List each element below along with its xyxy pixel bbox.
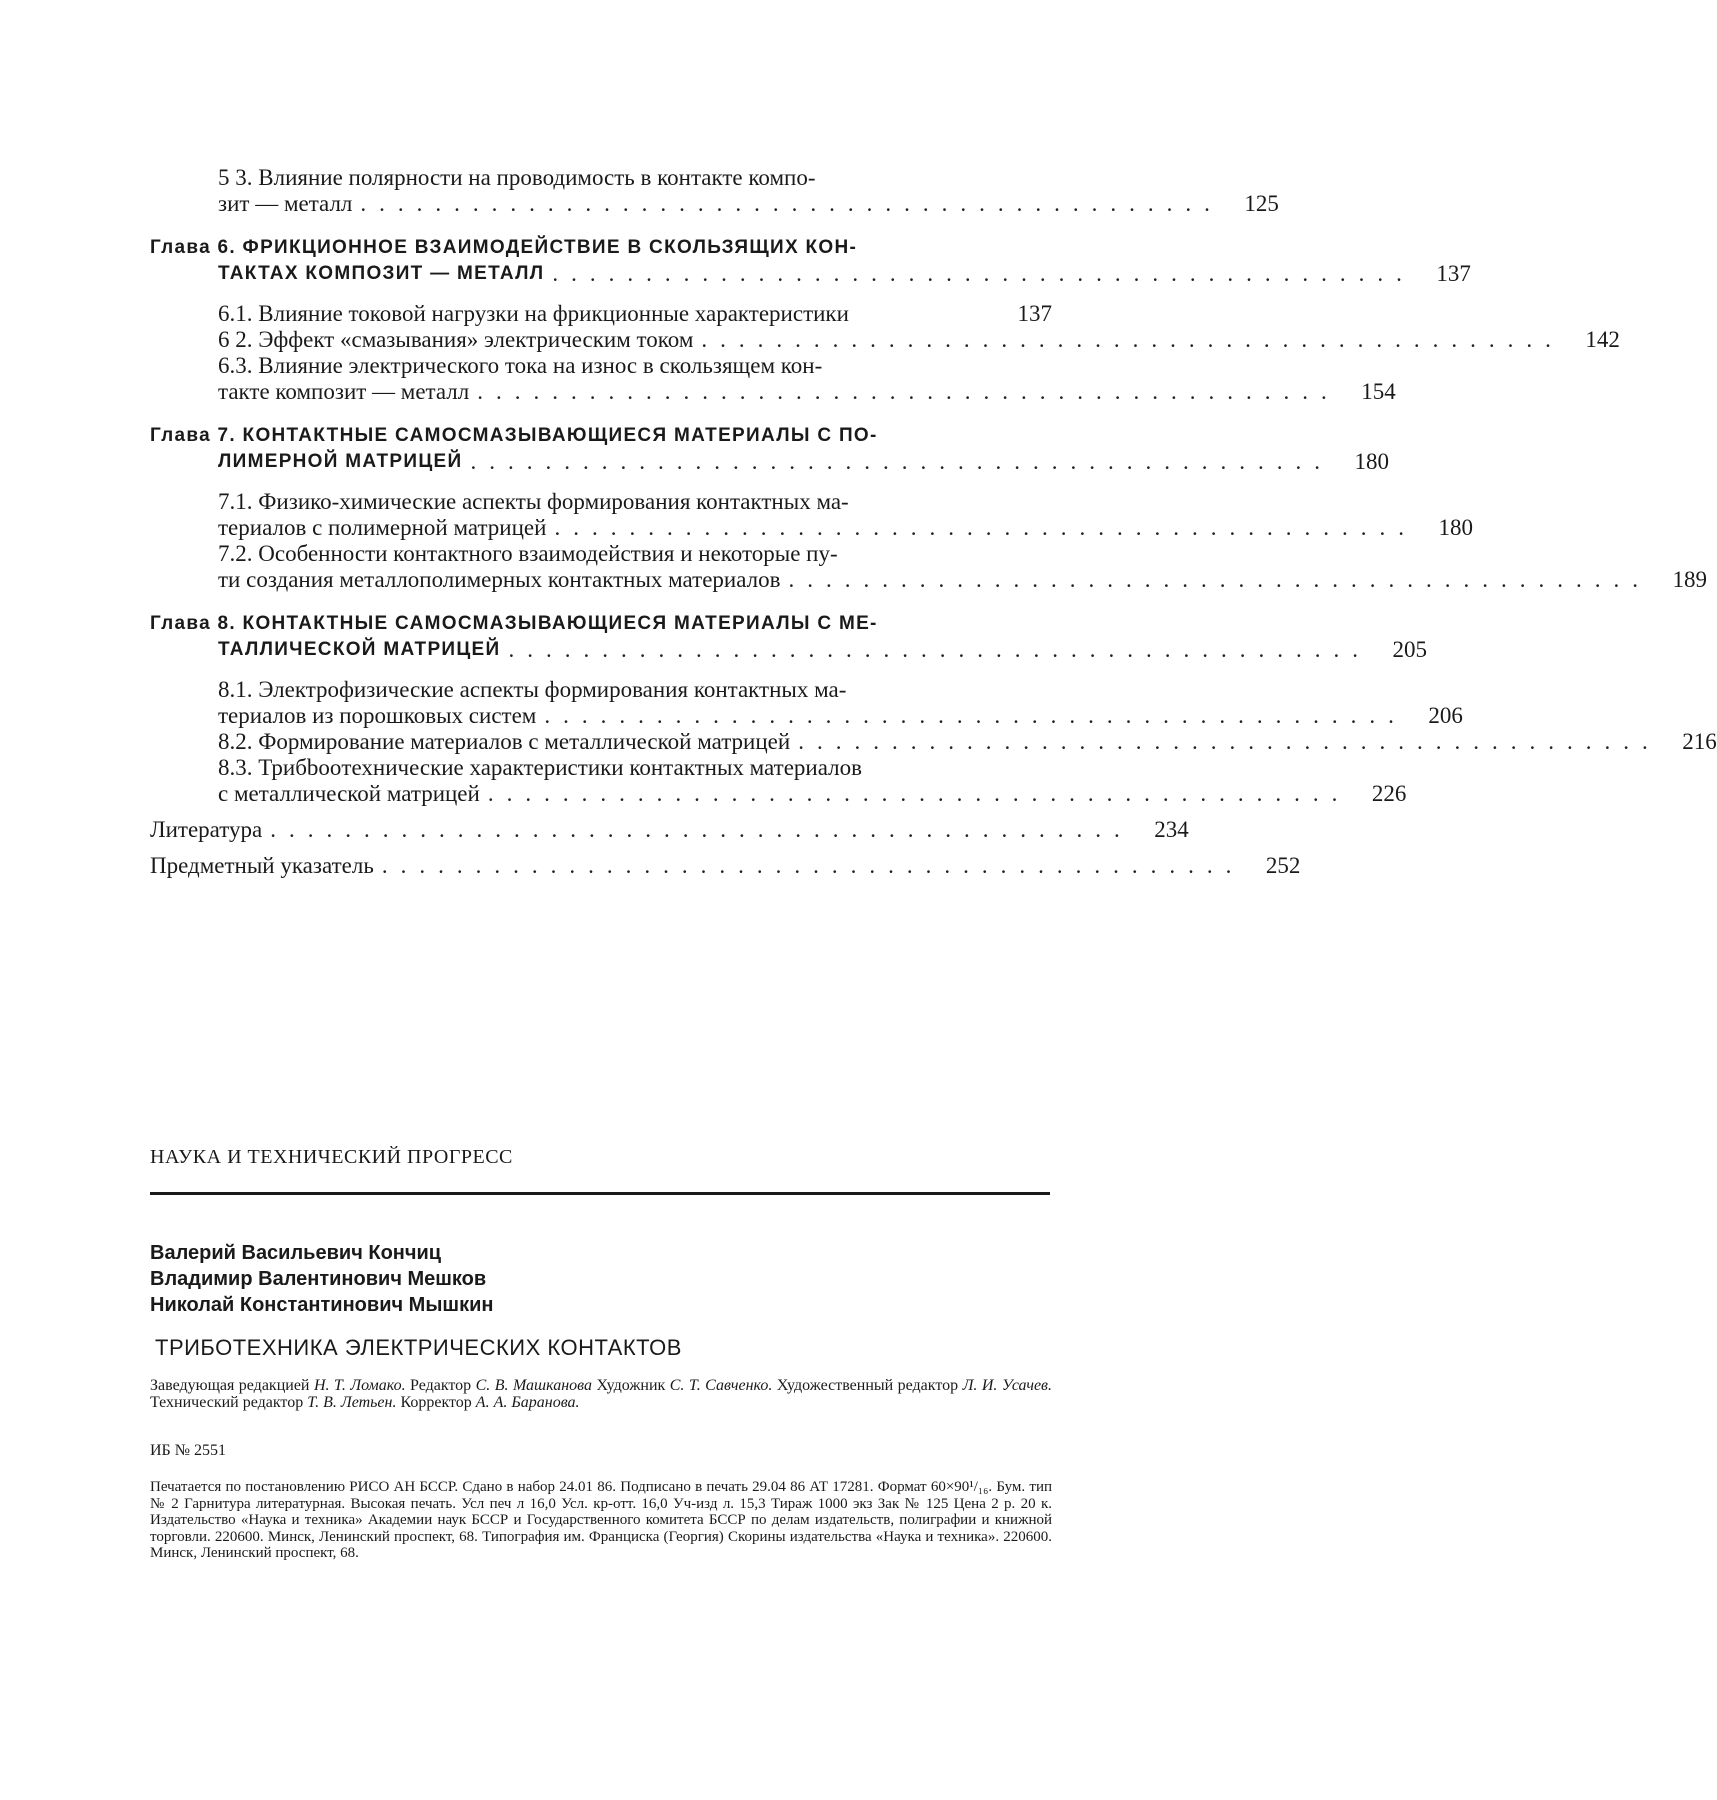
toc-literature — [150, 817, 1189, 843]
credit-name: С. В. Машканова — [475, 1377, 592, 1394]
toc-chapter-7 — [150, 423, 1389, 475]
leader-dots: .............................................. — [554, 515, 1417, 540]
toc-entry-5-3 — [150, 165, 1279, 217]
credit-name: Т. В. Летьен. — [307, 1394, 397, 1411]
toc-entry-text: 8.3. Трибbooтехнические характеристики контактных материалов — [218, 755, 862, 780]
credit-text: Заведующая редакцией — [150, 1377, 310, 1394]
toc-entry-text: 5 3. Влияние полярности на проводимость в контакте компо- — [218, 165, 816, 190]
page-number: 234 — [1154, 817, 1189, 842]
ib-number: ИБ № 2551 — [150, 1442, 227, 1459]
page-number: 252 — [1265, 853, 1301, 878]
page-number: 205 — [1392, 637, 1427, 662]
page-number: 226 — [1371, 781, 1407, 806]
toc-entry-text: ти создания металлополимерных контактных материалов — [218, 567, 781, 592]
credit-name: С. Т. Савченко. — [669, 1377, 773, 1394]
leader-dots: .............................................. — [701, 327, 1564, 352]
chapter-heading: Глава 6. ФРИКЦИОННОЕ ВЗАИМОДЕЙСТВИЕ В СКОЛЬЗЯЩИХ КОН- — [150, 237, 858, 258]
authors-list — [150, 1240, 493, 1318]
toc-chapter-6 — [150, 235, 1471, 287]
credit-name: Н. Т. Ломако. — [313, 1377, 406, 1394]
leader-dots: .............................................. — [360, 191, 1223, 216]
leader-dots: .............................................. — [798, 729, 1661, 754]
chapter-heading-cont: ТАКТАХ КОМПОЗИТ — МЕТАЛЛ — [218, 263, 545, 284]
toc-entry-text: териалов из порошковых систем — [218, 703, 537, 728]
credit-text: Художественный редактор — [772, 1377, 963, 1394]
table-of-contents — [150, 165, 1717, 879]
toc-entry-text: 6.1. Влияние токовой нагрузки на фрикционные характеристики — [218, 301, 849, 326]
editorial-credits — [150, 1377, 1052, 1411]
page-number: 206 — [1428, 703, 1463, 728]
chapter-heading-cont: ТАЛЛИЧЕСКОЙ МАТРИЦЕЙ — [218, 639, 501, 660]
toc-chapter-8 — [150, 611, 1427, 663]
page-number: 180 — [1354, 449, 1389, 474]
page-number: 180 — [1438, 515, 1473, 540]
leader-dots: .............................................. — [508, 637, 1371, 662]
toc-entry-text: Литература — [150, 817, 263, 842]
toc-entry-text: такте композит — металл — [218, 379, 470, 404]
toc-entry-text: 8.1. Электрофизические аспекты формирования контактных ма- — [218, 677, 847, 702]
toc-entry-text: 6 2. Эффект «смазывания» электрическим током — [218, 327, 694, 352]
credit-text: Художник — [592, 1377, 670, 1394]
credit-text: Технический редактор — [150, 1394, 308, 1411]
credit-text: Редактор — [405, 1377, 476, 1394]
toc-entry-6-1 — [150, 301, 1052, 327]
chapter-heading: Глава 7. КОНТАКТНЫЕ САМОСМАЗЫВАЮЩИЕСЯ МАТЕРИАЛЫ С ПО- — [150, 425, 878, 446]
toc-entry-text: териалов с полимерной матрицей — [218, 515, 547, 540]
chapter-heading-cont: ЛИМЕРНОЙ МАТРИЦЕЙ — [218, 451, 463, 472]
page-number: 216 — [1682, 729, 1717, 754]
leader-dots — [857, 301, 996, 327]
page-number: 137 — [1017, 301, 1052, 326]
toc-entry-6-2 — [150, 327, 1620, 353]
author-name: Валерий Васильевич Кончиц — [150, 1242, 442, 1264]
leader-dots: .............................................. — [477, 379, 1340, 404]
toc-entry-text: 7.1. Физико-химические аспекты формирования контактных ма- — [218, 489, 849, 514]
divider-rule — [150, 1192, 1050, 1195]
page-number: 142 — [1585, 327, 1620, 352]
chapter-heading: Глава 8. КОНТАКТНЫЕ САМОСМАЗЫВАЮЩИЕСЯ МАТЕРИАЛЫ С МЕ- — [150, 613, 878, 634]
page-number: 137 — [1436, 261, 1471, 286]
toc-entry-6-3 — [150, 353, 1396, 405]
toc-entry-text: 7.2. Особенности контактного взаимодействия и некоторые пу- — [218, 541, 838, 566]
toc-entry-text: зит — металл — [218, 191, 353, 216]
credit-text: Корректор — [396, 1394, 476, 1411]
leader-dots: .............................................. — [270, 817, 1133, 842]
credit-name: А. А. Баранова. — [475, 1394, 580, 1411]
leader-dots: .............................................. — [487, 781, 1351, 806]
author-name: Николай Константинович Мышкин — [150, 1294, 494, 1316]
toc-entry-text: Предметный указатель — [150, 853, 374, 878]
toc-subject-index — [150, 853, 1301, 879]
page-number: 154 — [1361, 379, 1396, 404]
leader-dots: .............................................. — [552, 261, 1415, 286]
imprint-text: Печатается по постановлению РИСО АН БССР. Сдано в набор 24.01 86. Подписано в печать 29.04 86 АТ 17281. Формат 60×90¹/₁₆. Бум. тип № 2 Гарнитура литературная. Высокая печать. Усл печ л 16,0 Усл. кр-отт. 16,0 Уч-изд л. 15,3 Тираж 1000 экз Зак № 125 Цена 2 р. 20 к. Издательство «Наука и техника» Академии наук БССР и Государственного комитета БССР по делам издательств, полиграфии и книжной торговли. 220600. Минск, Ленинский проспект, 68. Типография им. Франциска (Георгия) Скорины издательства «Наука и техника». 220600. Минск, Ленинский проспект, 68. — [150, 1479, 1052, 1561]
toc-entry-8-1 — [150, 677, 1463, 729]
toc-entry-7-2 — [150, 541, 1707, 593]
leader-dots: .............................................. — [544, 703, 1407, 728]
toc-entry-8-2 — [150, 729, 1717, 755]
leader-dots: .............................................. — [788, 567, 1651, 592]
credit-name: Л. И. Усачев. — [962, 1377, 1053, 1394]
book-title: ТРИБОТЕХНИКА ЭЛЕКТРИЧЕСКИХ КОНТАКТОВ — [155, 1335, 682, 1360]
series-title: НАУКА И ТЕХНИЧЕСКИЙ ПРОГРЕСС — [150, 1146, 513, 1168]
leader-dots: .............................................. — [470, 449, 1333, 474]
toc-entry-text: 8.2. Формирование материалов с металлической матрицей — [218, 729, 791, 754]
author-name: Владимир Валентинович Мешков — [150, 1268, 487, 1290]
toc-entry-text: 6.3. Влияние электрического тока на износ в скользящем кон- — [218, 353, 823, 378]
leader-dots: .............................................. — [381, 853, 1245, 878]
page-number: 125 — [1244, 191, 1279, 216]
toc-entry-8-3 — [150, 755, 1407, 807]
toc-entry-text: с металлической матрицей — [218, 781, 480, 806]
page-number: 189 — [1672, 567, 1707, 592]
toc-entry-7-1 — [150, 489, 1473, 541]
